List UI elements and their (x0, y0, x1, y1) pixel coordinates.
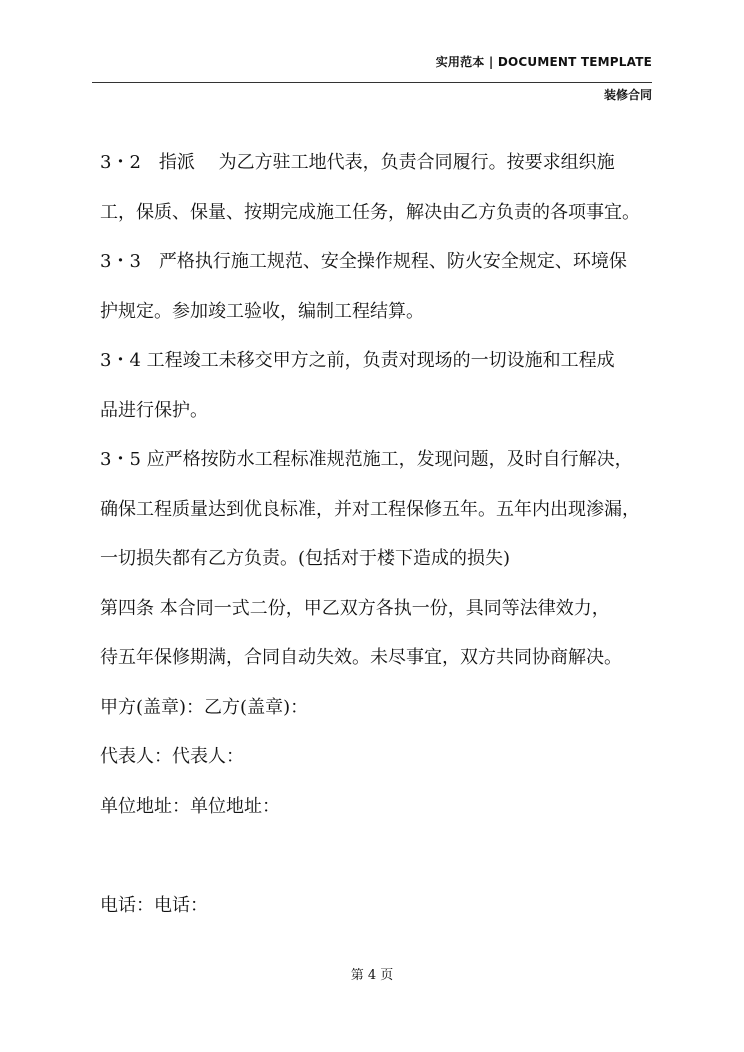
text-line: 一切损失都有乙方负责。(包括对于楼下造成的损失) (100, 548, 511, 569)
text-line: 确保工程质量达到优良标准，并对工程保修五年。五年内出现渗漏， (100, 498, 640, 520)
representative-line: 代表人：代表人： (100, 746, 244, 767)
text-line: 工，保质、保量、按期完成施工任务，解决由乙方负责的各项事宜。 (100, 201, 640, 223)
text-line: 待五年保修期满，合同自动失效。未尽事宜，双方共同协商解决。 (100, 647, 622, 668)
blank-line (100, 831, 660, 881)
text-line: 3・3 严格执行施工规范、安全操作规程、防火安全规定、环境保 (100, 251, 627, 272)
text-line: 护规定。参加竣工验收，编制工程结算。 (100, 300, 424, 322)
text-line: 3・2 指派 为乙方驻工地代表，负责合同履行。按要求组织施 (100, 152, 615, 173)
page-number: 第 4 页 (350, 968, 394, 983)
text-line: 第四条 本合同一式二份，甲乙双方各执一份，具同等法律效力， (100, 597, 610, 619)
text-line: 3・4 工程竣工未移交甲方之前，负责对现场的一切设施和工程成 (100, 350, 615, 371)
address-line: 单位地址：单位地址： (100, 795, 280, 817)
text-line: 3・5 应严格按防水工程标准规范施工，发现问题，及时自行解决， (100, 449, 633, 470)
phone-line: 电话：电话： (100, 894, 208, 916)
header-title: 实用范本 | DOCUMENT TEMPLATE (435, 55, 652, 69)
text-line: 品进行保护。 (100, 399, 208, 421)
header-divider (92, 82, 652, 83)
document-body (100, 138, 660, 930)
signature-party-line: 甲方(盖章)：乙方(盖章)： (100, 696, 309, 718)
header-subtitle: 装修合同 (603, 88, 652, 102)
